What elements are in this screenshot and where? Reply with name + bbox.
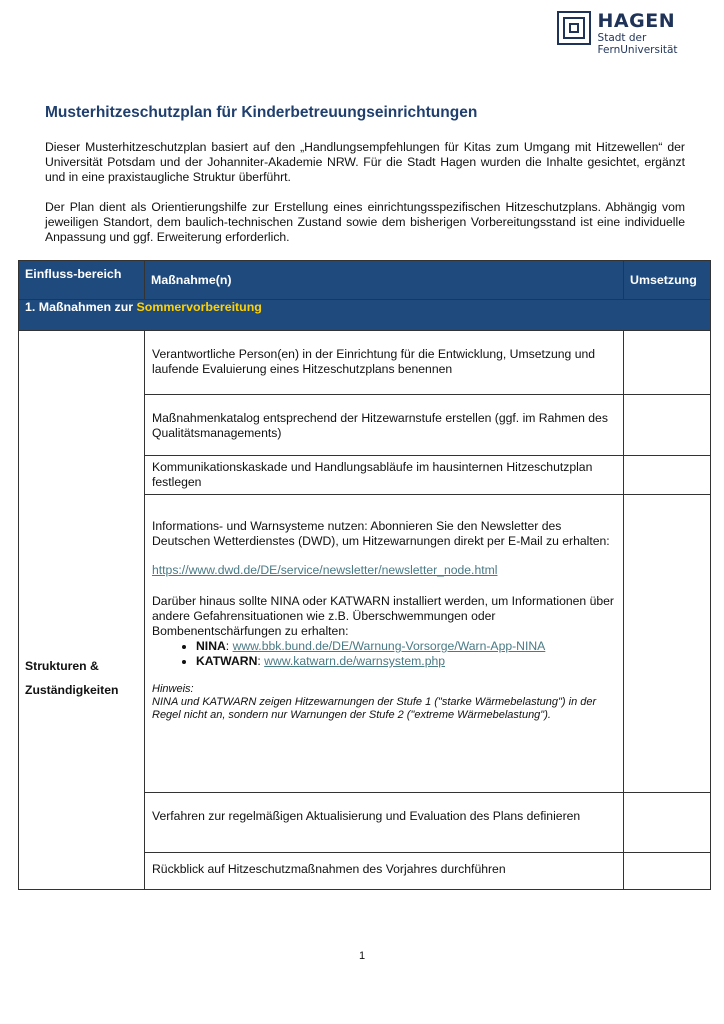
measure-text: Rückblick auf Hitzeschutzmaßnahmen des Vorjahres durchführen (152, 862, 506, 876)
implementation-cell[interactable] (624, 853, 711, 890)
section-title (19, 300, 711, 331)
katwarn-link[interactable]: www.katwarn.de/warnsystem.php (264, 654, 446, 668)
measure-text-2: Darüber hinaus sollte NINA oder KATWARN installiert werden, um Informationen über andere Gefahrensituationen wie z.B. Überschwemmungen oder Bombenentschärfungen zu erhalten: (152, 594, 614, 638)
section-prefix: 1. Maßnahmen zur (25, 300, 137, 314)
implementation-cell[interactable] (624, 456, 711, 495)
header-area: Einfluss-bereich (19, 261, 145, 300)
note-text: NINA und KATWARN zeigen Hitzewarnungen der Stufe 1 ("starke Wärmebelastung") in der Regel nicht an, sondern nur Warnungen der Stufe 2 ("extreme Wärmebelastung"). (152, 696, 597, 721)
measure-cell (145, 331, 624, 395)
implementation-cell[interactable] (624, 395, 711, 456)
list-item (196, 654, 615, 669)
page-number: 1 (358, 950, 366, 962)
implementation-cell[interactable] (624, 331, 711, 395)
app-separator: : (225, 639, 233, 653)
logo-name: HAGEN (597, 10, 676, 32)
measure-cell (145, 456, 624, 495)
measure-cell (145, 395, 624, 456)
area-cell (19, 331, 145, 890)
measure-text: Verfahren zur regelmäßigen Aktualisierung und Evaluation des Plans definieren (152, 809, 581, 823)
measures-table (18, 260, 711, 890)
app-separator: : (257, 654, 265, 668)
table-row (19, 331, 711, 395)
intro-paragraph-2: Der Plan dient als Orientierungshilfe zur Erstellung eines einrichtungsspezifischen Hitzeschutzplans. Abhängig vom jeweiligen Standort, dem baulich-technischen Zustand sowie dem bisherigen Vorbereitungsstand ist eine individuelle Anpassung und ggf. Erweiterung erforderlich. (45, 200, 685, 244)
nina-link[interactable]: www.bbk.bund.de/DE/Warnung-Vorsorge/Warn-App-NINA (232, 639, 546, 653)
warn-app-list (152, 639, 615, 669)
app-name-katwarn: KATWARN (196, 654, 258, 668)
implementation-cell[interactable] (624, 793, 711, 853)
hagen-logo (557, 11, 724, 56)
section-row (19, 300, 711, 331)
dwd-newsletter-link[interactable]: https://www.dwd.de/DE/service/newsletter/newsletter_node.html (152, 563, 498, 577)
note-label: Hinweis: (152, 683, 194, 695)
area-label-line2: Zuständigkeiten (25, 682, 119, 697)
section-highlight: Sommervorbereitung (136, 300, 262, 314)
measure-cell (145, 853, 624, 890)
app-name-nina: NINA (196, 639, 226, 653)
measure-text: Maßnahmenkatalog entsprechend der Hitzewarnstufe erstellen (ggf. im Rahmen des Qualitätsmanagements) (152, 411, 608, 440)
measure-cell (145, 793, 624, 853)
logo-subtitle: Stadt der FernUniversität (597, 32, 678, 56)
implementation-cell[interactable] (624, 495, 711, 793)
list-item (196, 639, 615, 654)
measure-text: Verantwortliche Person(en) in der Einrichtung für die Entwicklung, Umsetzung und laufende Evaluierung eines Hitzeschutzplans benennen (152, 347, 596, 376)
area-label-line1: Strukturen & (25, 658, 99, 673)
header-measures: Maßnahme(n) (145, 261, 624, 300)
hagen-logo-icon (557, 11, 590, 45)
document-title: Musterhitzeschutzplan für Kinderbetreuungseinrichtungen (45, 104, 478, 121)
header-implementation: Umsetzung (624, 261, 711, 300)
note-block (152, 683, 615, 722)
measure-cell (145, 495, 624, 793)
measure-text: Informations- und Warnsysteme nutzen: Abonnieren Sie den Newsletter des Deutschen Wetterdienstes (DWD), um Hitzewarnungen direkt per E-Mail zu erhalten: (152, 519, 610, 548)
measure-text: Kommunikationskaskade und Handlungsabläufe im hausinternen Hitzeschutzplan festlegen (152, 460, 593, 489)
table-header-row (19, 261, 711, 300)
intro-paragraph-1: Dieser Musterhitzeschutzplan basiert auf den „Handlungsempfehlungen für Kitas zum Umgang mit Hitzewellen“ der Universität Potsdam und der Johanniter-Akademie NRW. Für die Stadt Hagen wurden die Inhalte gesichtet, ergänzt und in eine praxistaugliche Struktur überführt. (45, 140, 685, 184)
